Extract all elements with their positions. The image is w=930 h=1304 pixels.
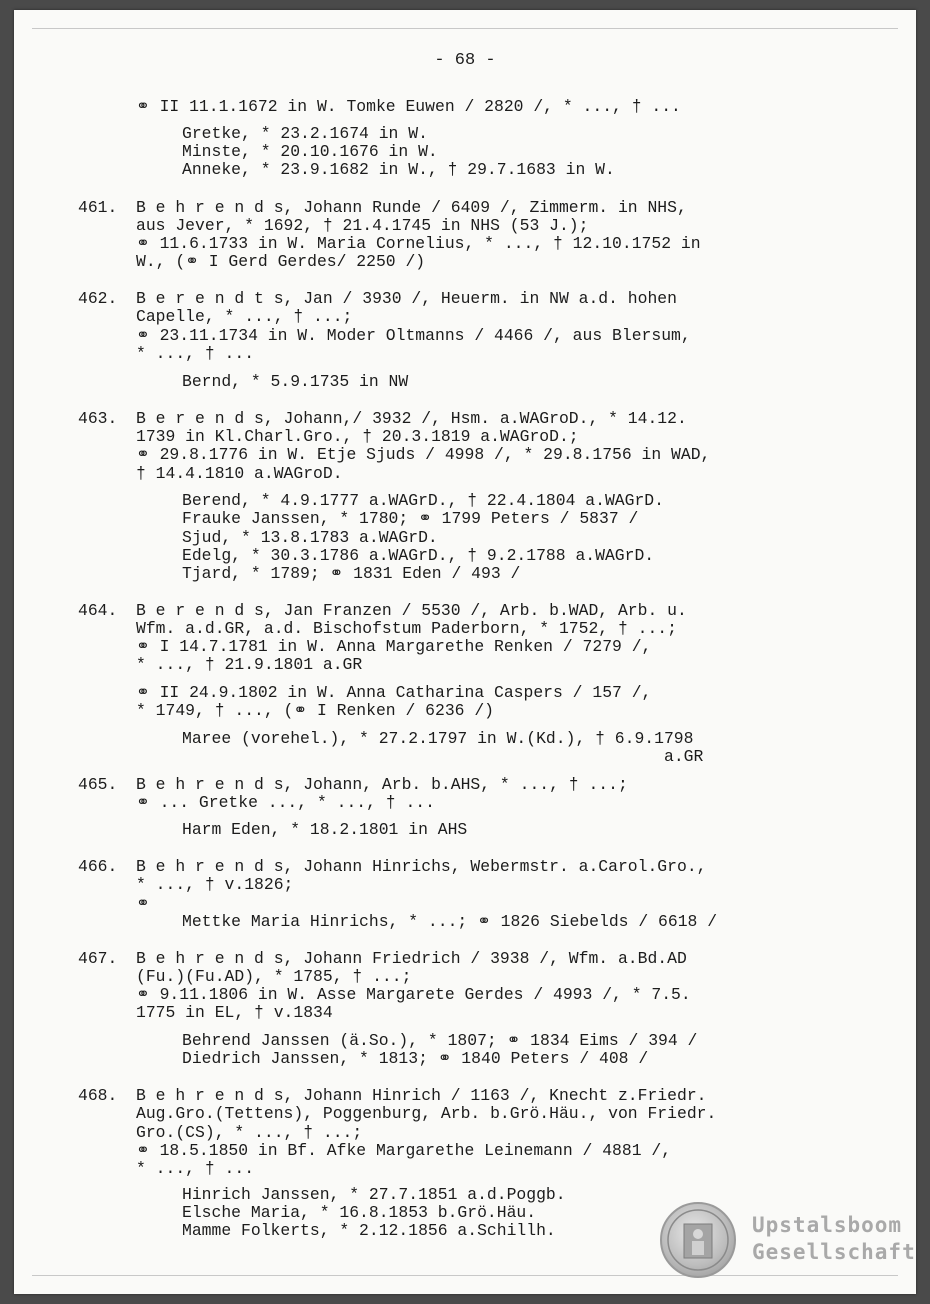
entry-number: 463. xyxy=(78,409,118,428)
entry-line: B e r e n d s, Jan Franzen / 5530 /, Arb. b.WAD, Arb. u. xyxy=(136,601,687,620)
entry-number: 464. xyxy=(78,601,118,620)
entry-line: B e h r e n d s, Johann Hinrich / 1163 /, Knecht z.Friedr. xyxy=(136,1086,707,1105)
child-line: Behrend Janssen (ä.So.), * 1807; ⚭ 1834 Eims / 394 / xyxy=(182,1031,698,1050)
entry-number: 465. xyxy=(78,775,118,794)
entry-line: * ..., † 21.9.1801 a.GR xyxy=(136,655,363,674)
page-number: - 68 - xyxy=(434,51,496,70)
child-line: Mettke Maria Hinrichs, * ...; ⚭ 1826 Siebelds / 6618 / xyxy=(182,912,718,931)
entry-line: B e h r e n d s, Johann, Arb. b.AHS, * ..., † ...; xyxy=(136,775,628,794)
entry-line: Gro.(CS), * ..., † ...; xyxy=(136,1123,363,1142)
seal-icon xyxy=(660,1202,736,1278)
entry-line: ⚭ 23.11.1734 in W. Moder Oltmanns / 4466 /, aus Blersum, xyxy=(136,326,691,345)
child-line: Sjud, * 13.8.1783 a.WAGrD. xyxy=(182,528,438,547)
child-line: Minste, * 20.10.1676 in W. xyxy=(182,142,438,161)
entry-line: Capelle, * ..., † ...; xyxy=(136,307,353,326)
entry-line: † 14.4.1810 a.WAGroD. xyxy=(136,464,343,483)
entry-line: ⚭ 18.5.1850 in Bf. Afke Margarethe Leinemann / 4881 /, xyxy=(136,1141,672,1160)
entry-line: ⚭ ... Gretke ..., * ..., † ... xyxy=(136,793,435,812)
entry-number: 462. xyxy=(78,289,118,308)
child-line: Tjard, * 1789; ⚭ 1831 Eden / 493 / xyxy=(182,564,521,583)
watermark-line-2: Gesellschaft xyxy=(752,1240,916,1264)
entry-line: * ..., † ... xyxy=(136,344,255,363)
child-line: Hinrich Janssen, * 27.7.1851 a.d.Poggb. xyxy=(182,1185,566,1204)
entry-line: W., (⚭ I Gerd Gerdes/ 2250 /) xyxy=(136,252,426,271)
child-line: Anneke, * 23.9.1682 in W., † 29.7.1683 in W. xyxy=(182,160,615,179)
child-line: Frauke Janssen, * 1780; ⚭ 1799 Peters / 5837 / xyxy=(182,509,639,528)
entry-line: ⚭ I 14.7.1781 in W. Anna Margarethe Renken / 7279 /, xyxy=(136,637,652,656)
document-page xyxy=(14,10,916,1294)
entry-line: B e h r e n d s, Johann Runde / 6409 /, Zimmerm. in NHS, xyxy=(136,198,687,217)
child-line: Maree (vorehel.), * 27.2.1797 in W.(Kd.), † 6.9.1798 xyxy=(182,729,694,748)
child-line: Edelg, * 30.3.1786 a.WAGrD., † 9.2.1788 a.WAGrD. xyxy=(182,546,655,565)
entry-line: * ..., † ... xyxy=(136,1159,255,1178)
entry-number: 467. xyxy=(78,949,118,968)
entry-line: ⚭ 29.8.1776 in W. Etje Sjuds / 4998 /, * 29.8.1756 in WAD, xyxy=(136,445,711,464)
child-line: Harm Eden, * 18.2.1801 in AHS xyxy=(182,820,468,839)
entry-line: B e h r e n d s, Johann Hinrichs, Webermstr. a.Carol.Gro., xyxy=(136,857,707,876)
entry-line: ⚭ xyxy=(136,894,150,913)
entry-line: Aug.Gro.(Tettens), Poggenburg, Arb. b.Grö.Häu., von Friedr. xyxy=(136,1104,717,1123)
text-line: ⚭ II 11.1.1672 in W. Tomke Euwen / 2820 /, * ..., † ... xyxy=(136,97,681,116)
entry-line: * ..., † v.1826; xyxy=(136,875,294,894)
entry-line: B e r e n d t s, Jan / 3930 /, Heuerm. in NW a.d. hohen xyxy=(136,289,677,308)
watermark-line-1: Upstalsboom xyxy=(752,1213,903,1237)
entry-line: ⚭ 11.6.1733 in W. Maria Cornelius, * ..., † 12.10.1752 in xyxy=(136,234,701,253)
entry-number: 461. xyxy=(78,198,118,217)
entry-line: 1739 in Kl.Charl.Gro., † 20.3.1819 a.WAGroD.; xyxy=(136,427,579,446)
child-line: Berend, * 4.9.1777 a.WAGrD., † 22.4.1804 a.WAGrD. xyxy=(182,491,664,510)
child-line: Gretke, * 23.2.1674 in W. xyxy=(182,124,428,143)
entry-line: Wfm. a.d.GR, a.d. Bischofstum Paderborn, * 1752, † ...; xyxy=(136,619,677,638)
entry-line: * 1749, † ..., (⚭ I Renken / 6236 /) xyxy=(136,701,494,720)
entry-line: B e r e n d s, Johann,/ 3932 /, Hsm. a.WAGroD., * 14.12. xyxy=(136,409,687,428)
child-line: Diedrich Janssen, * 1813; ⚭ 1840 Peters / 408 / xyxy=(182,1049,649,1068)
child-line: Elsche Maria, * 16.8.1853 b.Grö.Häu. xyxy=(182,1203,537,1222)
entry-line: B e h r e n d s, Johann Friedrich / 3938 /, Wfm. a.Bd.AD xyxy=(136,949,687,968)
entry-line: aus Jever, * 1692, † 21.4.1745 in NHS (53 J.); xyxy=(136,216,589,235)
entry-line: ⚭ 9.11.1806 in W. Asse Margarete Gerdes / 4993 /, * 7.5. xyxy=(136,985,691,1004)
watermark-text xyxy=(752,1212,916,1266)
entry-line: ⚭ II 24.9.1802 in W. Anna Catharina Caspers / 157 /, xyxy=(136,683,652,702)
child-line: a.GR xyxy=(664,747,704,766)
child-line: Mamme Folkerts, * 2.12.1856 a.Schillh. xyxy=(182,1221,556,1240)
top-rule xyxy=(32,28,898,29)
child-line: Bernd, * 5.9.1735 in NW xyxy=(182,372,409,391)
entry-number: 466. xyxy=(78,857,118,876)
entry-number: 468. xyxy=(78,1086,118,1105)
publisher-watermark xyxy=(660,1202,916,1282)
entry-line: (Fu.)(Fu.AD), * 1785, † ...; xyxy=(136,967,412,986)
entry-line: 1775 in EL, † v.1834 xyxy=(136,1003,333,1022)
